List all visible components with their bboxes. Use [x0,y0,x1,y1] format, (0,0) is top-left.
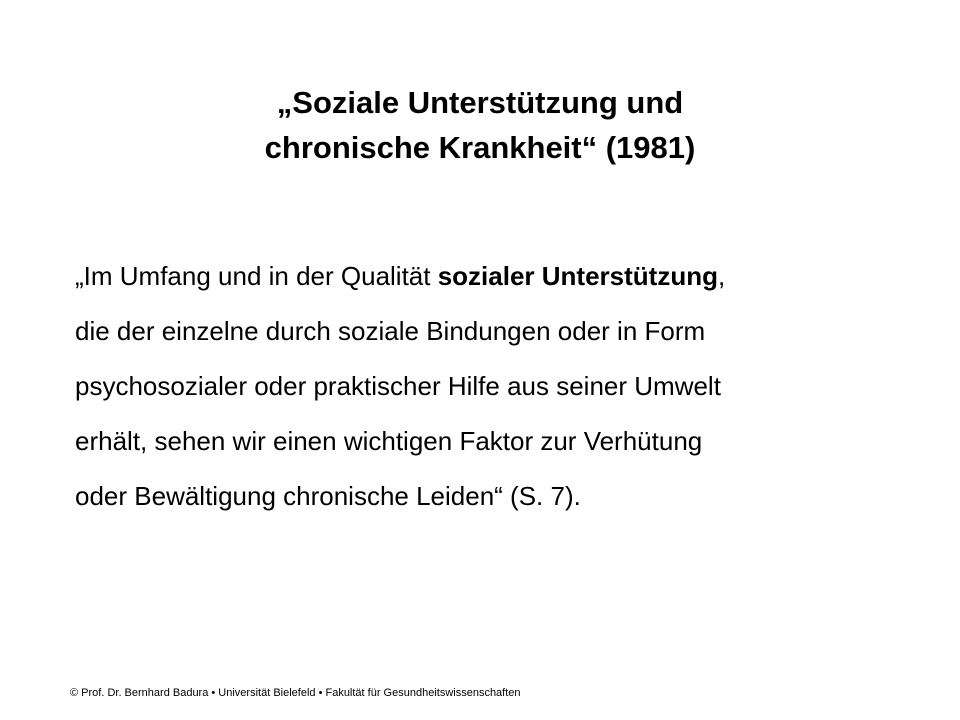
title-line-1: „Soziale Unterstützung und [276,85,684,120]
quote-line-1 [75,249,915,304]
title-line-2: chronische Krankheit“ (1981) [264,130,696,165]
quote-line-2: die der einzelne durch soziale Bindungen oder in Form [75,316,706,346]
quote-line-5: oder Bewältigung chronische Leiden“ (S. 7). [75,481,581,511]
quote-emphasis: sozialer Unterstützung [437,261,718,291]
quote-line-1-start: „Im Umfang und in der Qualität [75,261,438,291]
quote-line-3: psychosozialer oder praktischer Hilfe aus seiner Umwelt [75,371,721,401]
quote-line-1-end: , [717,261,726,291]
quote-block [75,249,915,524]
footer-credit: © Prof. Dr. Bernhard Badura • Universität Bielefeld • Fakultät für Gesundheitswissenschaften [70,687,521,699]
quote-line-4: erhält, sehen wir einen wichtigen Faktor zur Verhütung [75,426,703,456]
slide-title [0,80,960,170]
